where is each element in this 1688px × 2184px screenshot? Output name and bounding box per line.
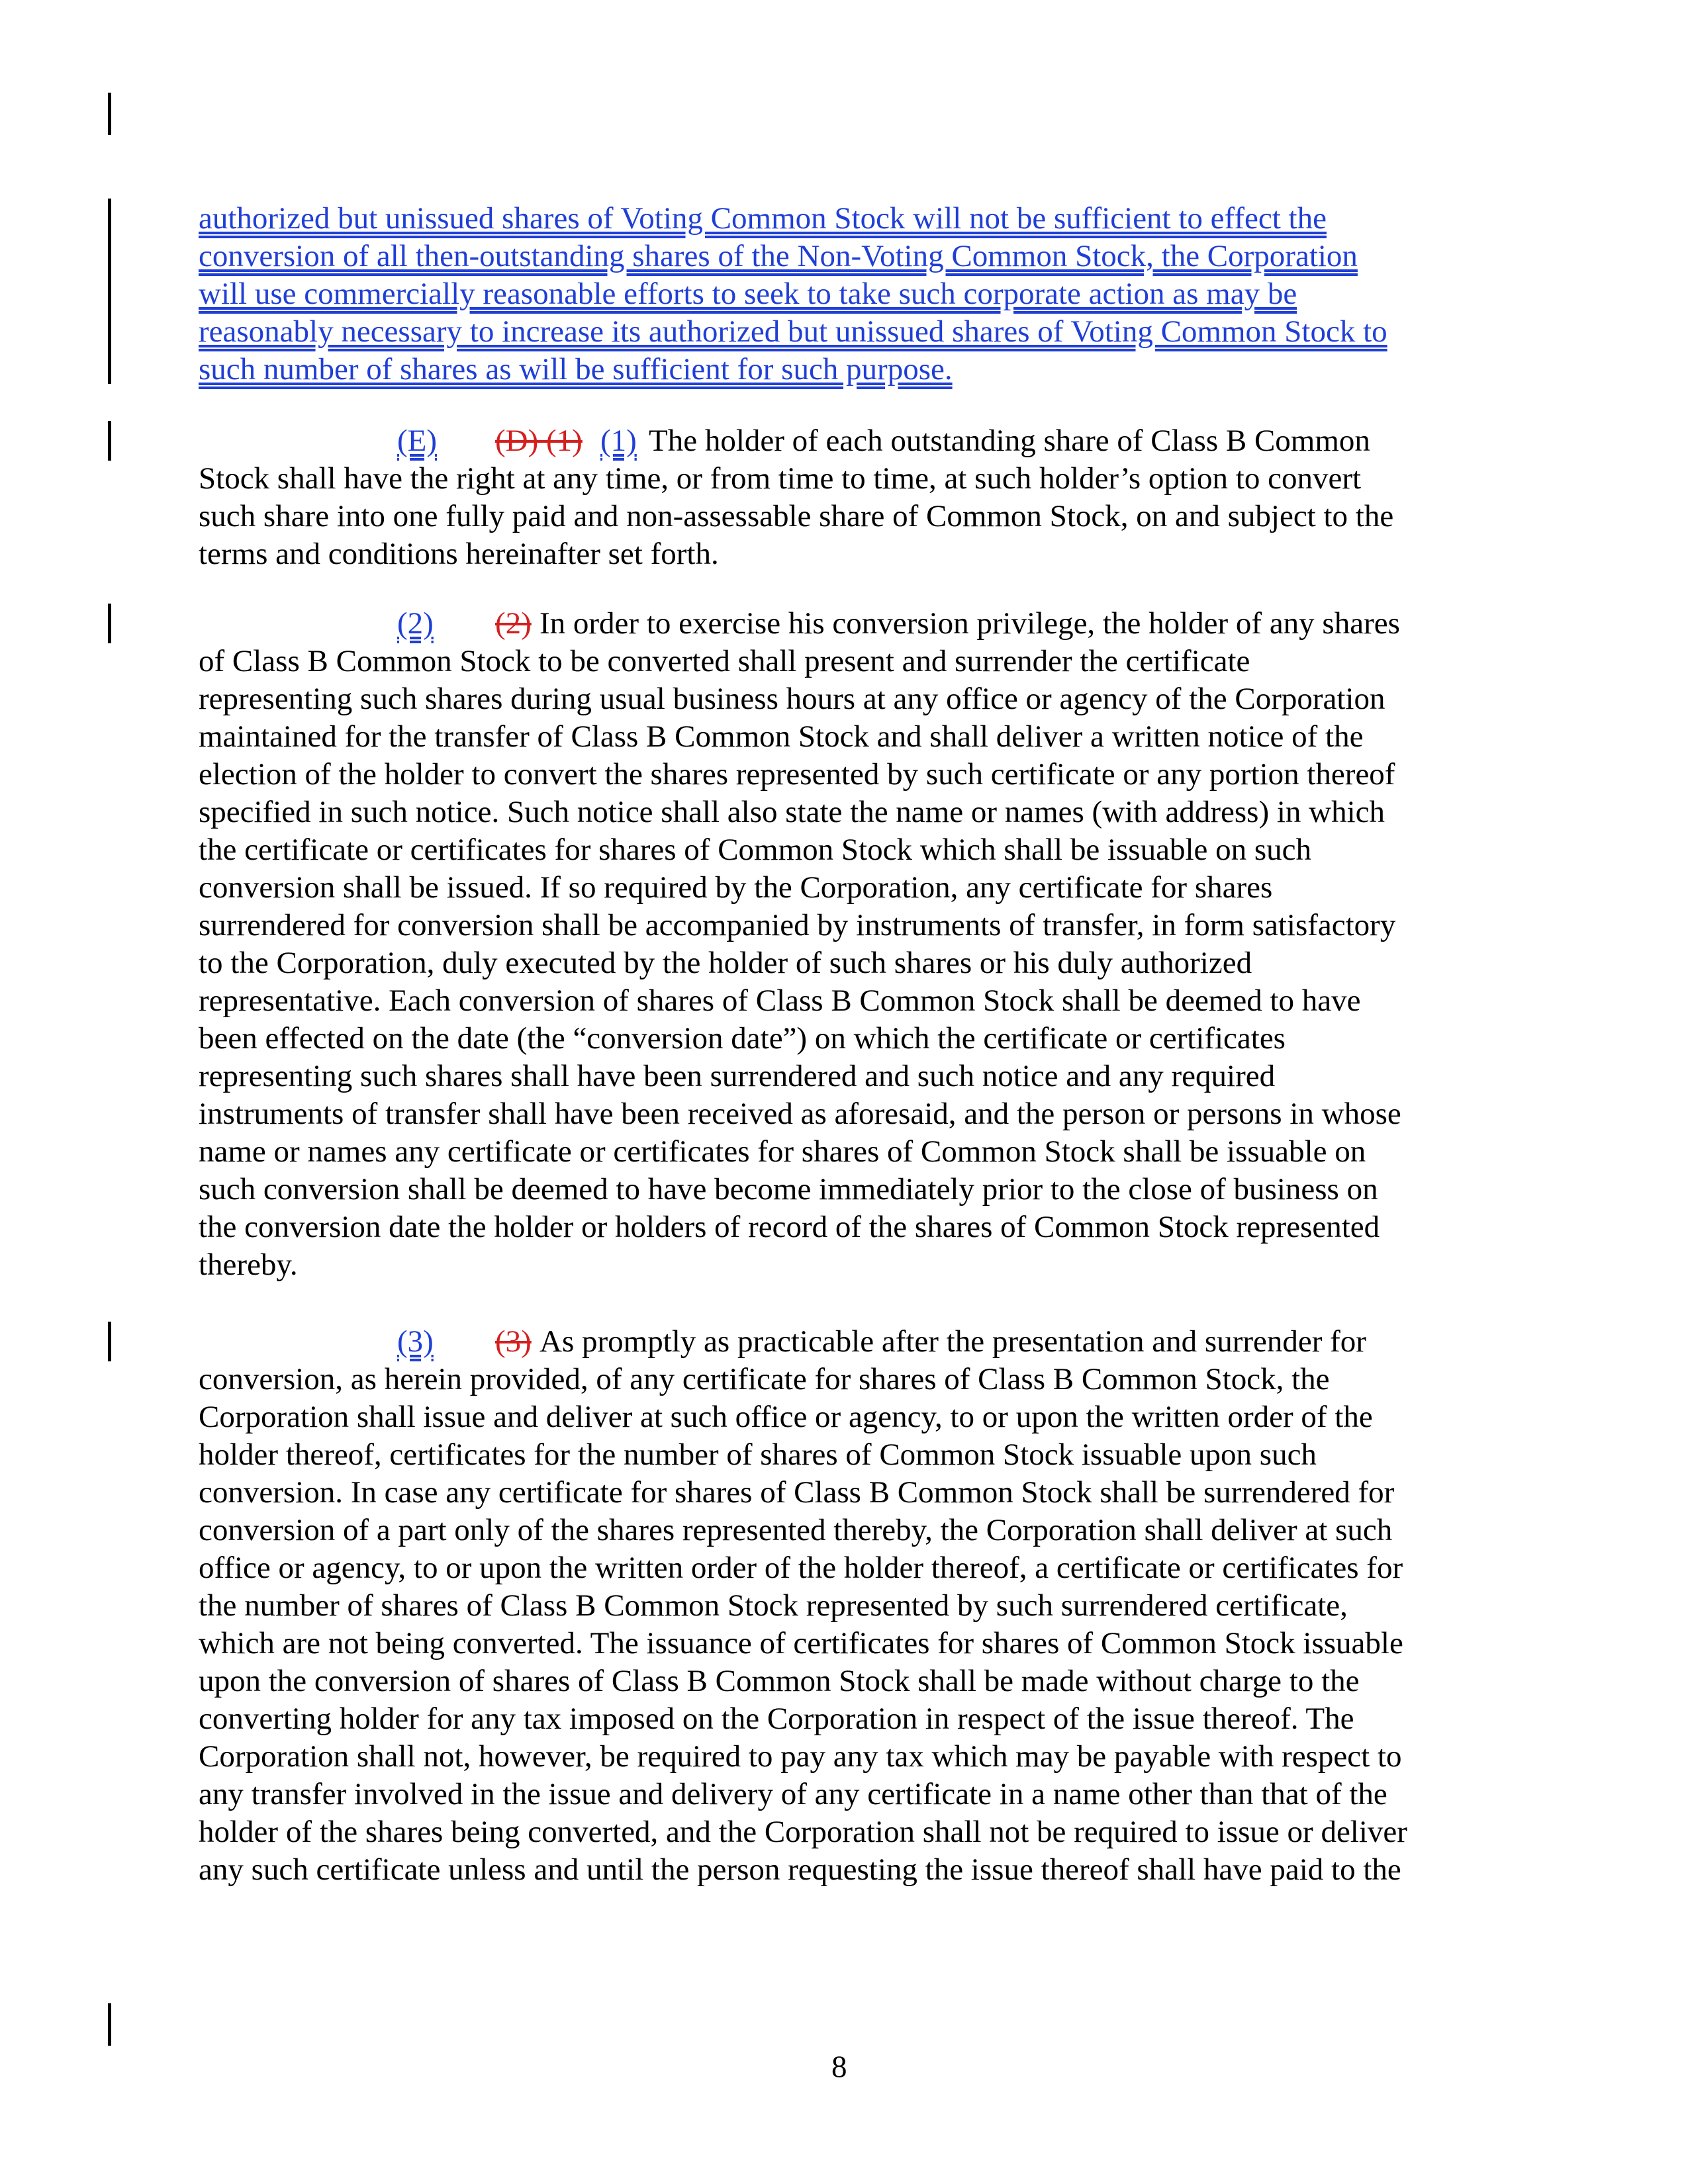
change-bar <box>108 2003 111 2046</box>
paragraph-line: such conversion shall be deemed to have become immediately prior to the close of business on <box>199 1172 1378 1206</box>
inserted-text-line: such number of shares as will be sufficient for such purpose. <box>199 352 953 387</box>
page-number: 8 <box>831 2050 847 2084</box>
inserted-text-line: will use commercially reasonable efforts to seek to take such corporate action as may be <box>199 277 1297 311</box>
paragraph-line: upon the conversion of shares of Class B Common Stock shall be made without charge to the <box>199 1664 1360 1698</box>
inserted-text-line: conversion of all then-outstanding shares of the Non-Voting Common Stock, the Corporation <box>199 239 1358 273</box>
paragraph-line: any transfer involved in the issue and delivery of any certificate in a name other than that of the <box>199 1777 1387 1811</box>
paragraph-line: which are not being converted. The issuance of certificates for shares of Common Stock issuable <box>199 1626 1403 1661</box>
paragraph-first-line: In order to exercise his conversion privilege, the holder of any shares <box>539 606 1400 641</box>
paragraph-line: name or names any certificate or certificates for shares of Common Stock shall be issuable on <box>199 1134 1366 1169</box>
paragraph-line: Corporation shall not, however, be required to pay any tax which may be payable with respect to <box>199 1739 1402 1774</box>
paragraph-line: terms and conditions hereinafter set forth. <box>199 537 719 571</box>
paragraph-line: such share into one fully paid and non-assessable share of Common Stock, on and subject to the <box>199 499 1394 533</box>
change-bar <box>108 1322 111 1361</box>
paragraph-line: the number of shares of Class B Common Stock represented by such surrendered certificate, <box>199 1588 1348 1623</box>
paragraph-line: the conversion date the holder or holders of record of the shares of Common Stock represented <box>199 1210 1380 1244</box>
paragraph-line: instruments of transfer shall have been received as aforesaid, and the person or persons in whose <box>199 1097 1401 1131</box>
paragraph-line: election of the holder to convert the shares represented by such certificate or any portion thereof <box>199 757 1395 792</box>
paragraph-line: conversion shall be issued. If so required by the Corporation, any certificate for shares <box>199 870 1273 905</box>
paragraph-line: holder thereof, certificates for the number of shares of Common Stock issuable upon such <box>199 1437 1317 1472</box>
paragraph-line: representing such shares shall have been surrendered and such notice and any required <box>199 1059 1276 1093</box>
paragraph-line: maintained for the transfer of Class B Common Stock and shall deliver a written notice of the <box>199 719 1364 754</box>
paragraph-line: Stock shall have the right at any time, or from time to time, at such holder’s option to convert <box>199 461 1362 496</box>
deleted-section-label: (3) <box>495 1324 532 1359</box>
inserted-text-line: reasonably necessary to increase its authorized but unissued shares of Voting Common Stock to <box>199 314 1387 349</box>
paragraph-line: surrendered for conversion shall be accompanied by instruments of transfer, in form satisfactory <box>199 908 1396 942</box>
paragraph-line: converting holder for any tax imposed on the Corporation in respect of the issue thereof. The <box>199 1702 1354 1736</box>
paragraph-line: holder of the shares being converted, and the Corporation shall not be required to issue or deliver <box>199 1815 1407 1849</box>
paragraph-first-line: The holder of each outstanding share of Class B Common <box>649 424 1370 458</box>
paragraph-line: conversion, as herein provided, of any certificate for shares of Class B Common Stock, the <box>199 1362 1330 1396</box>
deleted-section-label: (D) (1) <box>495 424 583 458</box>
paragraph-line: conversion. In case any certificate for shares of Class B Common Stock shall be surrendered for <box>199 1475 1395 1510</box>
paragraph-line: of Class B Common Stock to be converted shall present and surrender the certificate <box>199 644 1250 678</box>
inserted-section-label: (2) <box>397 606 434 641</box>
paragraph-line: Corporation shall issue and deliver at such office or agency, to or upon the written order of the <box>199 1400 1373 1434</box>
inserted-subsection-label: (1) <box>600 424 637 458</box>
paragraph-first-line: As promptly as practicable after the presentation and surrender for <box>539 1324 1366 1359</box>
deleted-section-label: (2) <box>495 606 532 641</box>
paragraph-line: to the Corporation, duly executed by the holder of such shares or his duly authorized <box>199 946 1252 980</box>
inserted-section-label: (E) <box>397 424 438 458</box>
paragraph-line: the certificate or certificates for shares of Common Stock which shall be issuable on such <box>199 833 1312 867</box>
paragraph-line: representing such shares during usual business hours at any office or agency of the Corporation <box>199 682 1385 716</box>
change-bar <box>108 421 111 461</box>
paragraph-line: office or agency, to or upon the written order of the holder thereof, a certificate or certificates for <box>199 1551 1403 1585</box>
change-bar <box>108 93 111 135</box>
paragraph-line: specified in such notice. Such notice shall also state the name or names (with address) in which <box>199 795 1385 829</box>
paragraph-line: been effected on the date (the “conversion date”) on which the certificate or certificates <box>199 1021 1286 1056</box>
paragraph-line: conversion of a part only of the shares represented thereby, the Corporation shall deliver at such <box>199 1513 1393 1547</box>
paragraph-line: any such certificate unless and until the person requesting the issue thereof shall have paid to the <box>199 1852 1401 1887</box>
inserted-text-line: authorized but unissued shares of Voting Common Stock will not be sufficient to effect the <box>199 201 1327 236</box>
paragraph-line: representative. Each conversion of shares of Class B Common Stock shall be deemed to have <box>199 983 1361 1018</box>
change-bar <box>108 199 111 384</box>
paragraph-line: thereby. <box>199 1248 298 1282</box>
change-bar <box>108 604 111 643</box>
inserted-section-label: (3) <box>397 1324 434 1359</box>
